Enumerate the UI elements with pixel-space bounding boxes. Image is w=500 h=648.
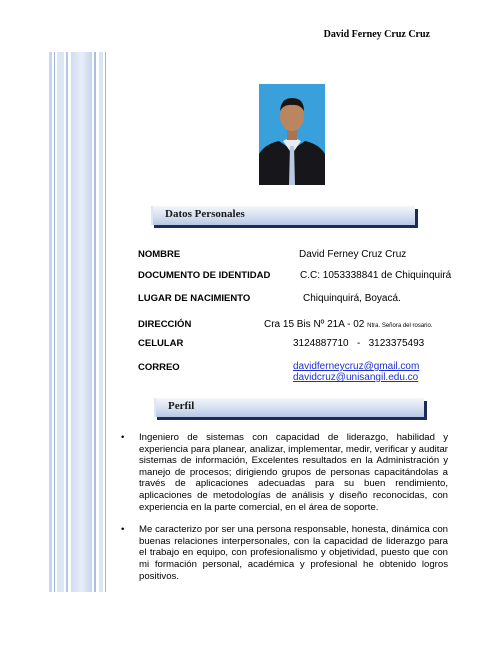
birth-value: Chiquinquirá, Boyacá. <box>303 293 401 304</box>
address-street: Cra 15 Bis Nº 21A - 02 <box>264 319 365 330</box>
phone-value: 3124887710 - 3123375493 <box>293 338 425 349</box>
person-photo-icon <box>259 84 325 185</box>
address-value <box>264 319 433 330</box>
profile-list <box>120 432 448 593</box>
profile-photo <box>259 84 325 185</box>
section-personal-title: Datos Personales <box>165 208 245 220</box>
header-name: David Ferney Cruz Cruz <box>323 29 430 40</box>
email-label: CORREO <box>138 362 180 373</box>
id-label: DOCUMENTO DE IDENTIDAD <box>138 270 271 281</box>
decorative-stripes <box>49 52 107 592</box>
address-note: Ntra. Señora del rosario. <box>367 323 433 329</box>
email-link-1[interactable]: davidferneycruz@gmail.com <box>293 361 420 372</box>
section-profile-title: Perfil <box>168 400 195 412</box>
profile-item: • Me caracterizo por ser una persona responsable, honesta, dinámica con buenas relaciones interpersonales, con la capacidad de liderazgo para el trabajo en equipo, con profesionalismo y objetividad, puesto que con mi formación personal, académica y profesional he obtenido logros positivos. <box>120 524 448 582</box>
phone-label: CELULAR <box>138 338 184 349</box>
name-value: David Ferney Cruz Cruz <box>299 249 407 260</box>
section-personal <box>151 206 415 225</box>
name-label: NOMBRE <box>138 249 181 260</box>
section-profile <box>154 398 424 417</box>
birth-label: LUGAR DE NACIMIENTO <box>138 293 251 304</box>
address-label: DIRECCIÓN <box>138 319 192 330</box>
id-value: C.C: 1053338841 de Chiquinquirá <box>300 270 452 281</box>
email-link-2[interactable]: davidcruz@unisangil.edu.co <box>293 372 419 383</box>
profile-item: • Ingeniero de sistemas con capacidad de liderazgo, habilidad y experiencia para planear, analizar, implementar, medir, verificar y auditar sistemas de información, Excelentes resultados en la Administración y manejo de procesos; dirigiendo grupos de personas capacitándolas a través de aplicaciones adecuadas para su buen rendimiento, aplicaciones de metodologías de análisis y diseño reconocidas, con experiencia en la parte comercial, en el área de soporte. <box>120 432 448 513</box>
